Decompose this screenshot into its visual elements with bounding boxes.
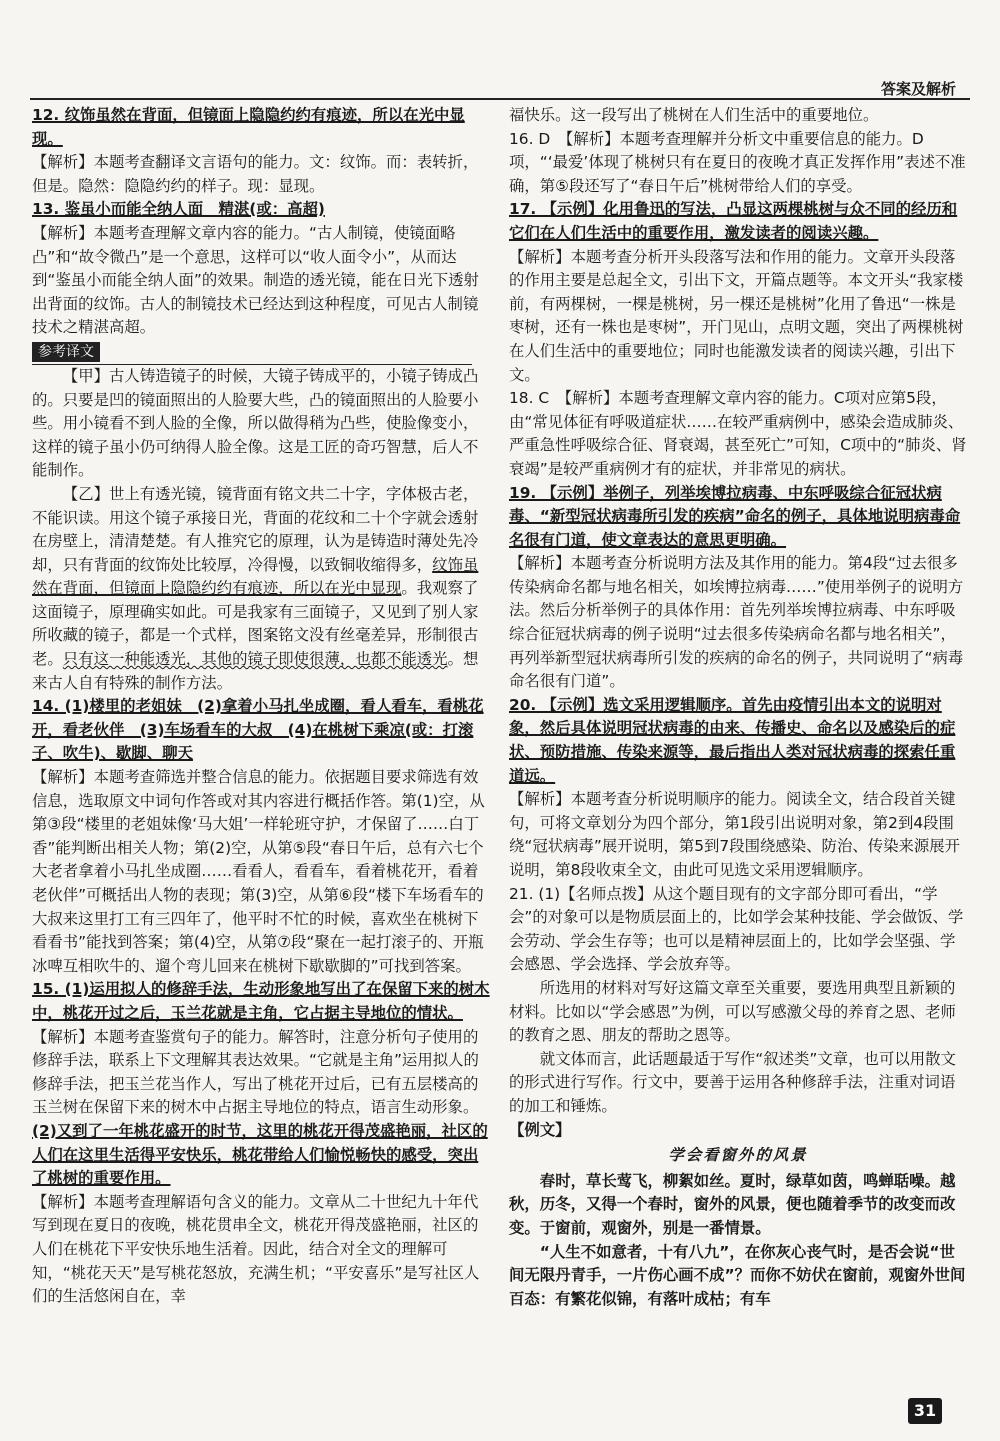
q13-answer: 13. 鉴虽小而能全纳人面 精湛(或：高超) — [32, 200, 325, 219]
q16-answer: 16. D 【解析】本题考查理解并分析文中重要信息的能力。D项，“‘最爱’体现了桃树只有在夏日的夜晚才真正发挥作用”表述不准确，第⑤段还写了“春日午后”桃树带给人们的享受。 — [509, 129, 966, 195]
reference-translation-header — [32, 340, 472, 365]
q14-answer: 14. (1)楼里的老姐妹 (2)拿着小马扎坐成圈，看人看车，看桃花开，看老伙伴 (3)车场看车的大叔 (4)在桃树下乘凉(或：打滚子、吹牛)、歇脚、聊天 — [32, 697, 484, 763]
header-rule — [30, 98, 970, 100]
left-column — [32, 104, 490, 1309]
q20-answer: 20. 【示例】选文采用逻辑顺序。首先由疫情引出本文的说明对象，然后具体说明冠状病毒的由来、传播史、命名以及感染后的症状、预防措施、传染来源等，最后指出人类对冠状病毒的探索任重道远。 — [509, 695, 956, 785]
q15-analysis-1: 【解析】本题考查鉴赏句子的能力。解答时，注意分析句子使用的修辞手法，联系上下文理解其表达效果。“它就是主角”运用拟人的修辞手法，把玉兰花当作人，写出了桃花开过后，已有五层楼高的玉兰树在保留下来的树木中占据主导地位的特点，语言生动形象。 — [32, 1027, 479, 1117]
essay-paragraph-2: “人生不如意者，十有八九”，在你灰心丧气时，是否会说“世间无限丹青手，一片伤心画不成”？而你不妨伏在窗前，观窗外世间百态：有繁花似锦，有落叶成枯；有车 — [509, 1242, 966, 1308]
essay-title: 学会看窗外的风景 — [668, 1146, 808, 1165]
q17-analysis: 【解析】本题考查分析开头段落写法和作用的能力。文章开头段落的作用主要是总起全文，引出下文，开篇点题等。本文开头“我家楼前，有两棵树，一棵是桃树，另一棵还是桃树”化用了鲁迅“一株是枣树，还有一株也是枣树”，开门见山，点明文题，突出了两棵桃树在人们生活中的重要地位；同时也能激发读者的阅读兴趣，引出下文。 — [509, 247, 964, 384]
translation-b-wavy: 只有这一种能透光，其他的镜子即使很薄，也都不能透光 — [62, 650, 448, 669]
right-column — [509, 104, 967, 1311]
q21-part1: 21. (1)【名师点拨】从这个题目现有的文字部分即可看出，“学会”的对象可以是物质层面上的，比如学会某种技能、学会做饭、学会劳动、学会生存等；也可以是精神层面上的，比如学会坚强、学会感恩、学会选择、学会放弃等。 — [509, 884, 964, 974]
reference-translation-tag: 参考译文 — [32, 342, 100, 362]
q12-answer: 12. 纹饰虽然在背面，但镜面上隐隐约约有痕迹，所以在光中显现。 — [32, 106, 465, 148]
translation-a: 【甲】古人铸造镜子的时候，大镜子铸成平的，小镜子铸成凸的。只要是凹的镜面照出的人脸要大些，凸的镜面照出的人脸要小些。用小镜看不到人脸的全像，所以做得稍为凸些，使脸像变小，这样的镜子虽小仍可纳得人脸全像。这是工匠的奇巧智慧，后人不能制作。 — [32, 366, 479, 480]
example-essay-tag: 【例文】 — [509, 1120, 571, 1139]
q14-analysis: 【解析】本题考查筛选并整合信息的能力。依据题目要求筛选有效信息，选取原文中词句作答或对其内容进行概括作答。第(1)空，从第③段“楼里的老姐妹像‘马大姐’一样轮班守护，才保留了……白丁香”能判断出相关人物；第(2)空，从第⑤段“春日午后，总有六七个大老者拿着小马扎坐成圈……看看人，看看车，看着桃花开，看着老伙伴”可概括出人物的表现；第(3)空，从第⑥段“楼下车场看车的大叔来这里打工有三四年了，他平时不忙的时候，喜欢坐在桃树下看看书”能找到答案；第(4)空，从第⑦段“聚在一起打滚子的、开瓶冰啤互相吹牛的、遛个弯儿回来在桃树下歇歇脚的”可找到答案。 — [32, 768, 485, 975]
q21-part2: 所选用的材料对写好这篇文章至关重要，要选用典型且新颖的材料。比如以“学会感恩”为例，可以写感激父母的养育之恩、老师的教育之恩、朋友的帮助之恩等。 — [509, 978, 956, 1045]
header-title: 答案及解析 — [880, 80, 956, 98]
translation-b-underlined1: 纹饰虽然在背面，但镜面上隐隐约约有痕迹，所以在光中显现 — [32, 555, 479, 598]
q18-answer: 18. C 【解析】本题考查理解文章内容的能力。C项对应第5段，由“常见体征有呼吸道症状……在较严重病例中，感染会造成肺炎、严重急性呼吸综合征、肾衰竭，甚至死亡”可知，C项中的“肺炎、肾衰竭”是较严重病例才有的症状，并非常见的病状。 — [509, 389, 967, 478]
q15-answer-1: 15. (1)运用拟人的修辞手法，生动形象地写出了在保留下来的树木中，桃花开过之后，玉兰花就是主角，它占据主导地位的情状。 — [32, 980, 490, 1022]
q20-analysis: 【解析】本题考查分析说明顺序的能力。阅读全文，结合段首关键句，可将文章划分为四个部分，第1段引出说明对象，第2到4段围绕“冠状病毒”展开说明，第5到7段围绕感染、防治、传染来源展开说明，第8段收束全文，由此可见选文采用逻辑顺序。 — [509, 790, 961, 879]
q15-analysis-2: 【解析】本题考查理解语句含义的能力。文章从二十世纪九十年代写到现在夏日的夜晚，桃花贯串全文，桃花开得茂盛艳丽，社区的人们在桃花下平安快乐地生活着。因此，结合对全文的理解可知，“桃花天天”是写桃花怒放，充满生机；“平安喜乐”是写社区人们的生活悠闲自在，幸 — [32, 1192, 480, 1306]
page-header — [30, 0, 970, 100]
q12-analysis: 【解析】本题考查翻译文言语句的能力。文：纹饰。而：表转折，但是。隐然：隐隐约约的样子。现：显现。 — [32, 153, 479, 195]
translation-b-part1: 【乙】世上有透光镜，镜背面有铭文共二十字，字体极古老，不能识读。用这个镜子承接日光，背面的花纹和二十个字就会透射在房壁上，清清楚楚。有人推究它的原理，认为是铸造时薄处先冷却，只有背面的纹饰处比较厚，冷得慢，以致铜收缩得多， — [32, 484, 479, 574]
q19-answer: 19. 【示例】举例子，列举埃博拉病毒、中东呼吸综合征冠状病毒、“新型冠状病毒所引发的疾病”命名的例子，具体地说明病毒命名很有门道，使文章表达的意思更明确。 — [509, 483, 961, 549]
q19-analysis: 【解析】本题考查分析说明方法及其作用的能力。第4段“过去很多传染病命名都与地名相关，如埃博拉病毒……”使用举例子的说明方法。然后分析举例子的具体作用：首先列举埃博拉病毒、中东呼吸综合征冠状病毒的例子说明“过去很多传染病命名都与地名相关”，再列举新型冠状病毒所引发的疾病的命名的例子，共同说明了“病毒命名很有门道”。 — [509, 554, 964, 691]
translation-b — [32, 483, 490, 695]
essay-paragraph-1: 春时，草长莺飞，柳絮如丝。夏时，绿草如茵，鸣蝉聒噪。越秋，历冬，又得一个春时，窗外的风景，便也随着季节的改变而改变。于窗前，观窗外，别是一番情景。 — [509, 1171, 956, 1237]
q21-part3: 就文体而言，此话题最适于写作“叙述类”文章，也可以用散文的形式进行写作。行文中，要善于运用各种修辞手法，注重对词语的加工和锤炼。 — [509, 1049, 956, 1115]
translation-b-part3: 。我观察了这面镜子，原理确实如此。可是我家有三面镜子，又见到了别人家所收藏的镜子，都是一个式样，图案铭文没有丝毫差异，形制很古老。 — [32, 579, 479, 669]
q15-answer-2: (2)又到了一年桃花盛开的时节，这里的桃花开得茂盛艳丽，社区的人们在这里生活得平安快乐，桃花带给人们愉悦畅快的感受，突出了桃树的重要作用。 — [32, 1121, 488, 1188]
translation-b-part5: 。想来古人自有特殊的制作方法。 — [32, 650, 479, 692]
q17-answer: 17. 【示例】化用鲁迅的写法，凸显这两棵桃树与众不同的经历和它们在人们生活中的重要作用，激发读者的阅读兴趣。 — [509, 200, 958, 242]
q13-analysis: 【解析】本题考查理解文章内容的能力。“古人制镜，使镜面略凸”和“故令微凸”是一个意思，这样可以“收人面令小”，从而达到“鉴虽小而能全纳人面”的效果。制造的透光镜，能在日光下透射出背面的纹饰。古人的制镜技术已经达到这种程度，可见古人制镜技术之精湛高超。 — [32, 223, 479, 337]
q15-continuation: 福快乐。这一段写出了桃树在人们生活中的重要地位。 — [509, 106, 879, 124]
page-number: 31 — [908, 1398, 942, 1424]
